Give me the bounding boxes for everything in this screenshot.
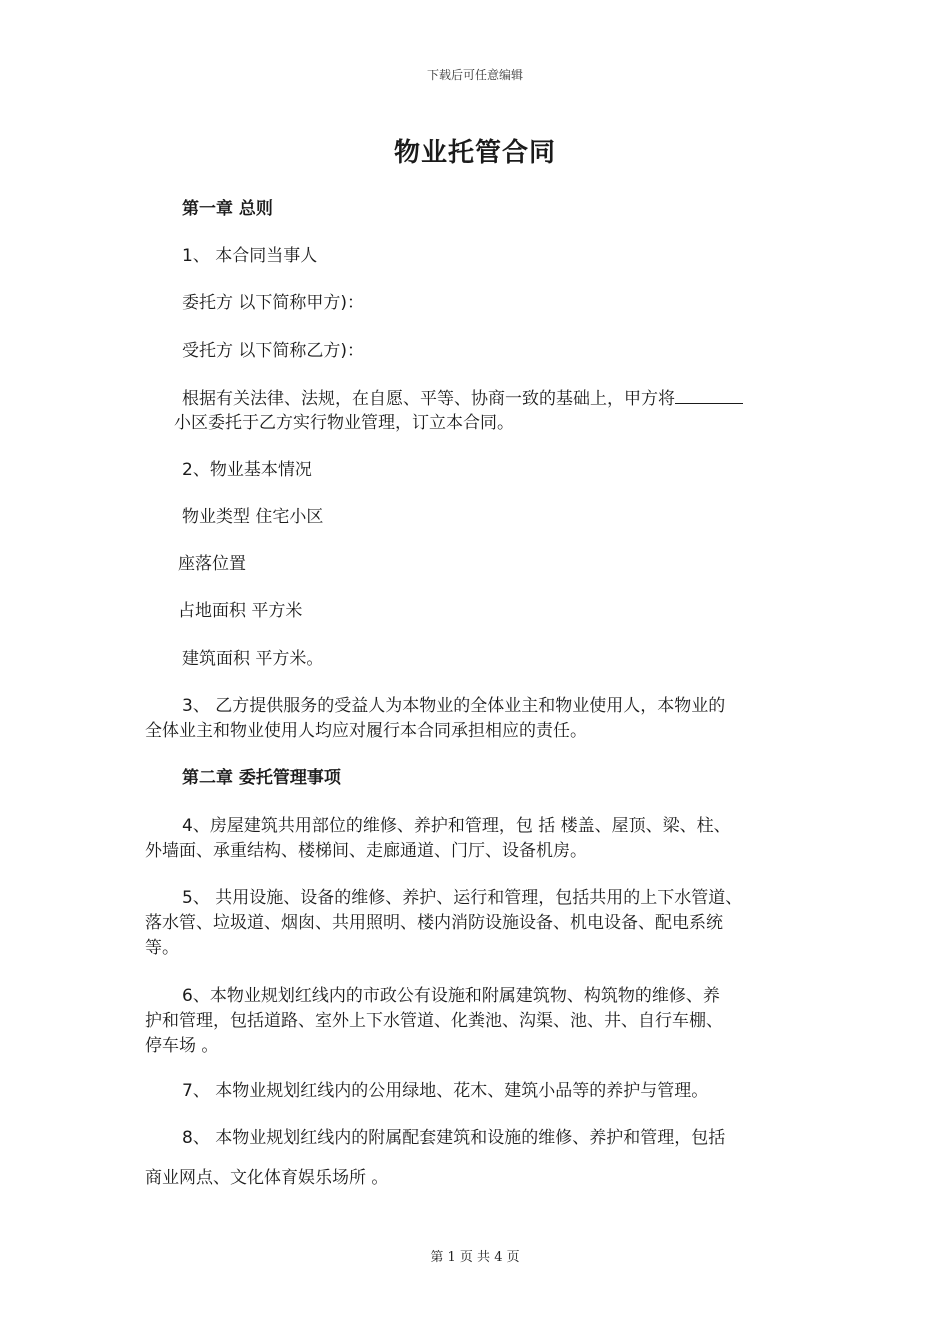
clause-3-line-1: 3、 乙方提供服务的受益人为本物业的全体业主和物业使用人，本物业的	[182, 696, 726, 716]
chapter-2-heading: 第二章 委托管理事项	[182, 768, 341, 788]
basis-paragraph-line-1	[182, 385, 743, 412]
clause-5-line-1: 5、 共用设施、设备的维修、养护、运行和管理，包括共用的上下水管道、	[182, 888, 743, 908]
clause-7: 7、 本物业规划红线内的公用绿地、花木、建筑小品等的养护与管理。	[182, 1081, 709, 1101]
building-area-line: 建筑面积 平方米。	[182, 649, 324, 669]
basis-paragraph-line-2: 小区委托于乙方实行物业管理，订立本合同。	[174, 413, 514, 433]
clause-4-line-2: 外墙面、承重结构、楼梯间、走廊通道、门厅、设备机房。	[145, 841, 587, 861]
clause-8-line-1: 8、 本物业规划红线内的附属配套建筑和设施的维修、养护和管理，包括	[182, 1128, 726, 1148]
clause-6-line-3: 停车场 。	[145, 1036, 219, 1056]
blank-underline	[675, 385, 743, 404]
clause-6-line-2: 护和管理，包括道路、室外上下水管道、化粪池、沟渠、池、井、自行车棚、	[145, 1011, 723, 1031]
chapter-1-heading: 第一章 总则	[182, 199, 273, 219]
land-area-line: 占地面积 平方米	[178, 601, 303, 621]
clause-2: 2、物业基本情况	[182, 460, 312, 480]
page-footer: 第 1 页 共 4 页	[430, 1250, 520, 1265]
clause-1: 1、 本合同当事人	[182, 246, 318, 266]
basis-text: 根据有关法律、法规，在自愿、平等、协商一致的基础上，甲方将	[182, 389, 675, 409]
page-header: 下载后可任意编辑	[426, 68, 523, 82]
clause-5-line-2: 落水管、垃圾道、烟囱、共用照明、楼内消防设施设备、机电设备、配电系统	[145, 913, 723, 933]
clause-4-line-1: 4、房屋建筑共用部位的维修、养护和管理，包 括 楼盖、屋顶、梁、柱、	[182, 816, 731, 836]
trustee-party-line: 受托方 以下简称乙方)：	[182, 341, 365, 361]
clause-8-line-2: 商业网点、文化体育娱乐场所 。	[145, 1168, 389, 1188]
document-title: 物业托管合同	[393, 138, 556, 168]
location-line: 座落位置	[178, 554, 246, 574]
clause-6-line-1: 6、本物业规划红线内的市政公有设施和附属建筑物、构筑物的维修、养	[182, 986, 720, 1006]
property-type-line: 物业类型 住宅小区	[182, 507, 324, 527]
clause-3-line-2: 全体业主和物业使用人均应对履行本合同承担相应的责任。	[145, 721, 587, 741]
entrusting-party-line: 委托方 以下简称甲方)：	[182, 293, 365, 313]
clause-5-line-3: 等。	[145, 938, 179, 958]
